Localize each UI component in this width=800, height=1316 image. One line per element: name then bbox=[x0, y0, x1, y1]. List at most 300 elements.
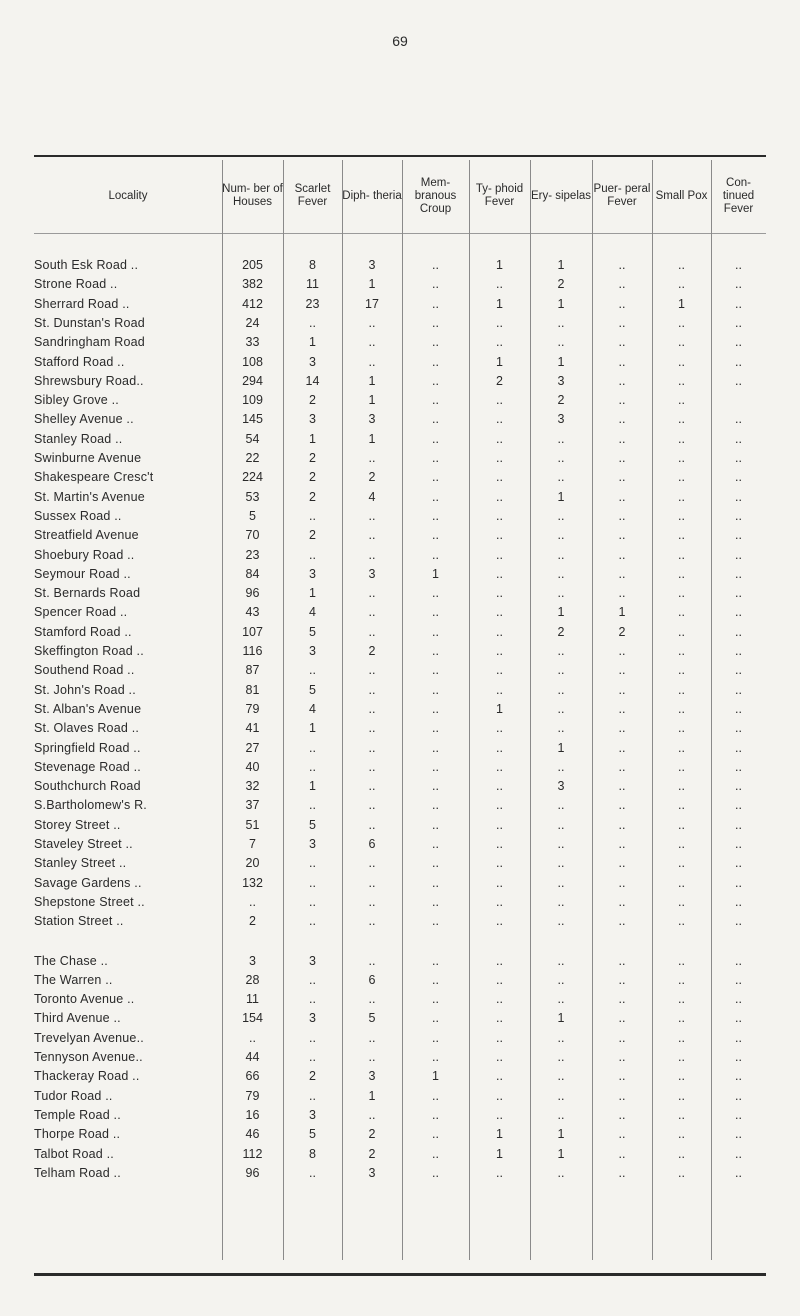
table-cell: .. bbox=[496, 315, 503, 330]
table-cell: .. bbox=[678, 393, 685, 408]
table-cell: .. bbox=[432, 856, 439, 871]
table-cell: .. bbox=[735, 1088, 742, 1103]
table-cell: .. bbox=[557, 682, 565, 697]
table-cell: 17 bbox=[365, 296, 379, 311]
table-row bbox=[0, 335, 800, 355]
table-cell: 145 bbox=[242, 412, 263, 427]
table-cell: .. bbox=[557, 798, 565, 813]
table-cell: 2 bbox=[557, 393, 565, 408]
table-cell: .. bbox=[496, 1050, 503, 1064]
table-cell: .. bbox=[678, 798, 685, 813]
table-cell: .. bbox=[678, 373, 685, 388]
locality-name: S.Bartholomew's R. bbox=[34, 798, 147, 813]
table-cell: 6 bbox=[368, 972, 376, 987]
table-cell: .. bbox=[368, 894, 376, 909]
table-cell: .. bbox=[735, 894, 742, 909]
table-cell: .. bbox=[432, 894, 439, 909]
table-cell: .. bbox=[496, 470, 503, 485]
column-header: Con- tinued Fever bbox=[722, 176, 755, 215]
locality-name: Shakespeare Cresc't bbox=[34, 470, 154, 485]
table-cell: 27 bbox=[245, 740, 260, 755]
table-cell: 2 bbox=[557, 624, 565, 639]
table-cell: .. bbox=[678, 663, 685, 678]
table-cell: .. bbox=[432, 528, 439, 543]
table-cell: .. bbox=[735, 1146, 742, 1161]
table-cell: .. bbox=[496, 759, 503, 774]
locality-name: Talbot Road .. bbox=[34, 1146, 114, 1161]
table-cell: .. bbox=[618, 277, 626, 292]
table-cell: 3 bbox=[368, 1069, 376, 1084]
table-cell: .. bbox=[309, 856, 316, 871]
table-cell: 11 bbox=[306, 277, 319, 292]
table-cell: 2 bbox=[368, 470, 376, 485]
table-row bbox=[0, 1166, 800, 1186]
table-cell: .. bbox=[496, 624, 503, 639]
table-cell: .. bbox=[432, 875, 439, 890]
table-cell: 5 bbox=[309, 1127, 316, 1142]
table-cell: .. bbox=[735, 914, 742, 929]
table-cell: 79 bbox=[245, 701, 260, 716]
table-cell: .. bbox=[496, 682, 503, 697]
table-cell: .. bbox=[432, 992, 439, 1007]
table-cell: .. bbox=[496, 393, 503, 408]
table-cell: .. bbox=[368, 1030, 376, 1045]
header-rule bbox=[34, 233, 766, 234]
table-cell: .. bbox=[618, 547, 626, 562]
table-cell: .. bbox=[368, 992, 376, 1007]
table-cell: .. bbox=[368, 759, 376, 774]
table-cell: .. bbox=[678, 605, 685, 620]
table-cell: .. bbox=[557, 663, 565, 678]
table-cell: .. bbox=[618, 856, 626, 871]
table-row bbox=[0, 586, 800, 606]
table-cell: .. bbox=[309, 894, 316, 909]
table-cell: .. bbox=[557, 1050, 565, 1064]
table-cell: .. bbox=[735, 566, 742, 581]
table-cell: .. bbox=[618, 373, 626, 388]
table-cell: 1 bbox=[368, 393, 376, 408]
table-cell: 2 bbox=[368, 644, 376, 658]
table-cell: 4 bbox=[309, 605, 316, 620]
locality-name: Stanley Street .. bbox=[34, 856, 127, 871]
table-cell: .. bbox=[309, 740, 316, 755]
table-row bbox=[0, 412, 800, 432]
locality-name: Tennyson Avenue.. bbox=[34, 1050, 143, 1064]
table-row bbox=[0, 277, 800, 297]
table-cell: .. bbox=[735, 335, 742, 350]
table-row bbox=[0, 490, 800, 510]
table-cell: .. bbox=[618, 837, 626, 851]
table-cell: .. bbox=[618, 1165, 626, 1180]
table-cell: .. bbox=[557, 856, 565, 871]
table-cell: .. bbox=[678, 277, 685, 292]
table-cell: .. bbox=[678, 412, 685, 427]
table-cell: .. bbox=[496, 1165, 503, 1180]
table-cell: 1 bbox=[309, 335, 316, 350]
column-header: Small Pox bbox=[655, 189, 708, 202]
table-cell: .. bbox=[557, 431, 565, 446]
table-cell: .. bbox=[557, 721, 565, 736]
table-cell: .. bbox=[678, 1127, 685, 1142]
table-cell: .. bbox=[496, 547, 503, 562]
locality-name: Telham Road .. bbox=[34, 1165, 121, 1180]
table-cell: .. bbox=[432, 393, 439, 408]
table-cell: .. bbox=[432, 721, 439, 736]
table-cell: 154 bbox=[242, 1011, 263, 1026]
table-cell: .. bbox=[368, 547, 376, 562]
table-cell: 1 bbox=[496, 1146, 503, 1161]
table-row bbox=[0, 258, 800, 278]
table-cell: 1 bbox=[496, 701, 503, 716]
table-cell: 84 bbox=[245, 566, 260, 581]
table-cell: .. bbox=[432, 914, 439, 929]
locality-name: South Esk Road .. bbox=[34, 258, 139, 272]
table-cell: 2 bbox=[496, 373, 503, 388]
table-cell: .. bbox=[618, 1146, 626, 1161]
table-cell: .. bbox=[557, 914, 565, 929]
table-cell: 3 bbox=[309, 953, 316, 968]
table-cell: 1 bbox=[618, 605, 626, 620]
table-cell: .. bbox=[368, 451, 376, 465]
table-cell: .. bbox=[678, 701, 685, 716]
table-cell: .. bbox=[368, 817, 376, 832]
table-cell: 3 bbox=[557, 373, 565, 388]
table-cell: .. bbox=[432, 489, 439, 504]
table-cell: .. bbox=[496, 605, 503, 620]
table-cell: 14 bbox=[305, 373, 320, 388]
table-cell: .. bbox=[432, 663, 439, 678]
table-row bbox=[0, 992, 800, 1012]
table-cell: .. bbox=[432, 644, 439, 658]
table-cell: 2 bbox=[368, 1146, 376, 1161]
table-cell: .. bbox=[557, 1107, 565, 1122]
table-cell: 3 bbox=[309, 566, 316, 581]
table-cell: 1 bbox=[309, 431, 316, 446]
table-cell: 2 bbox=[309, 1069, 316, 1084]
table-cell: 5 bbox=[309, 817, 316, 832]
table-cell: .. bbox=[678, 1030, 685, 1045]
table-cell: .. bbox=[678, 914, 685, 929]
table-cell: 1 bbox=[557, 258, 565, 272]
table-cell: .. bbox=[618, 798, 626, 813]
table-cell: .. bbox=[557, 335, 565, 350]
table-cell: .. bbox=[368, 701, 376, 716]
locality-name: Streatfield Avenue bbox=[34, 528, 139, 543]
table-cell: .. bbox=[496, 837, 503, 851]
table-cell: .. bbox=[735, 624, 742, 639]
table-cell: 294 bbox=[242, 373, 263, 388]
table-cell: .. bbox=[618, 451, 626, 465]
table-cell: 3 bbox=[309, 1107, 316, 1122]
table-cell: .. bbox=[496, 566, 503, 581]
table-cell: .. bbox=[678, 721, 685, 736]
table-cell: 1 bbox=[557, 489, 565, 504]
table-cell: .. bbox=[735, 277, 742, 292]
table-cell: .. bbox=[432, 586, 439, 601]
table-cell: .. bbox=[618, 1127, 626, 1142]
table-cell: .. bbox=[432, 547, 439, 562]
table-cell: .. bbox=[678, 1107, 685, 1122]
column-header: Ty- phoid Fever bbox=[475, 183, 524, 208]
table-cell: .. bbox=[432, 701, 439, 716]
table-cell: .. bbox=[496, 508, 503, 523]
table-cell: .. bbox=[678, 547, 685, 562]
table-row bbox=[0, 973, 800, 993]
table-cell: .. bbox=[368, 740, 376, 755]
table-cell: 22 bbox=[245, 451, 260, 465]
table-row bbox=[0, 837, 800, 857]
table-cell: .. bbox=[432, 258, 439, 272]
table-cell: .. bbox=[496, 992, 503, 1007]
table-cell: .. bbox=[735, 489, 742, 504]
table-row bbox=[0, 548, 800, 568]
locality-name: Spencer Road .. bbox=[34, 605, 128, 620]
table-cell: .. bbox=[368, 605, 376, 620]
table-cell: .. bbox=[735, 992, 742, 1007]
table-row bbox=[0, 702, 800, 722]
table-cell: .. bbox=[496, 721, 503, 736]
table-cell: .. bbox=[432, 431, 439, 446]
table-cell: .. bbox=[309, 1030, 316, 1045]
table-cell: .. bbox=[432, 412, 439, 427]
table-cell: 1 bbox=[368, 277, 376, 292]
table-cell: .. bbox=[309, 547, 316, 562]
table-cell: 224 bbox=[242, 470, 263, 485]
table-cell: .. bbox=[735, 412, 742, 427]
table-cell: .. bbox=[618, 258, 626, 272]
table-row bbox=[0, 721, 800, 741]
table-cell: .. bbox=[496, 798, 503, 813]
table-cell: 37 bbox=[245, 798, 260, 813]
table-cell: .. bbox=[618, 740, 626, 755]
table-cell: .. bbox=[432, 1107, 439, 1122]
table-cell: 8 bbox=[309, 1146, 316, 1161]
table-row bbox=[0, 1108, 800, 1128]
table-cell: .. bbox=[432, 1088, 439, 1103]
table-cell: .. bbox=[557, 817, 565, 832]
table-row bbox=[0, 818, 800, 838]
table-row bbox=[0, 1011, 800, 1031]
table-cell: .. bbox=[368, 663, 376, 678]
locality-name: Third Avenue .. bbox=[34, 1011, 121, 1026]
table-cell: .. bbox=[496, 663, 503, 678]
table-cell: .. bbox=[618, 759, 626, 774]
table-cell: .. bbox=[735, 605, 742, 620]
table-cell: .. bbox=[678, 682, 685, 697]
table-cell: .. bbox=[496, 528, 503, 543]
locality-name: Stanley Road .. bbox=[34, 431, 123, 446]
table-row bbox=[0, 1127, 800, 1147]
table-cell: .. bbox=[496, 894, 503, 909]
table-cell: .. bbox=[496, 489, 503, 504]
table-cell: .. bbox=[735, 315, 742, 330]
locality-name: Stevenage Road .. bbox=[34, 759, 141, 774]
locality-name: Storey Street .. bbox=[34, 817, 121, 832]
table-cell: 108 bbox=[242, 354, 263, 369]
table-cell: 3 bbox=[368, 1165, 376, 1180]
table-cell: .. bbox=[618, 644, 626, 658]
table-cell: 32 bbox=[245, 779, 260, 794]
table-cell: .. bbox=[618, 972, 626, 987]
table-cell: 3 bbox=[309, 412, 316, 427]
table-cell: 79 bbox=[245, 1088, 260, 1103]
table-cell: 2 bbox=[309, 528, 316, 543]
table-cell: .. bbox=[432, 315, 439, 330]
locality-name: Station Street .. bbox=[34, 914, 124, 929]
table-cell: .. bbox=[678, 875, 685, 890]
table-cell: .. bbox=[432, 335, 439, 350]
table-row bbox=[0, 644, 800, 664]
table-cell: .. bbox=[368, 508, 376, 523]
table-cell: 2 bbox=[309, 451, 316, 465]
table-cell: 4 bbox=[368, 489, 376, 504]
table-cell: .. bbox=[368, 914, 376, 929]
table-cell: .. bbox=[432, 451, 439, 465]
column-header: Mem- branous Croup bbox=[414, 176, 457, 215]
table-cell: 24 bbox=[245, 315, 260, 330]
table-cell: .. bbox=[735, 258, 742, 272]
table-cell: .. bbox=[496, 856, 503, 871]
table-cell: .. bbox=[618, 508, 626, 523]
table-cell: .. bbox=[735, 1050, 742, 1064]
table-cell: .. bbox=[678, 335, 685, 350]
table-cell: .. bbox=[496, 875, 503, 890]
table-cell: .. bbox=[309, 1165, 316, 1180]
table-row bbox=[0, 1089, 800, 1109]
table-cell: .. bbox=[618, 992, 626, 1007]
table-cell: .. bbox=[249, 1030, 256, 1045]
table-cell: 2 bbox=[249, 914, 256, 929]
table-cell: 66 bbox=[245, 1069, 260, 1084]
table-row bbox=[0, 1031, 800, 1051]
table-cell: .. bbox=[432, 1165, 439, 1180]
table-cell: .. bbox=[618, 701, 626, 716]
table-cell: .. bbox=[618, 953, 626, 968]
table-cell: 8 bbox=[309, 258, 316, 272]
locality-name: Sandringham Road bbox=[34, 335, 145, 350]
table-cell: 2 bbox=[309, 470, 316, 485]
table-cell: .. bbox=[432, 1011, 439, 1026]
table-row bbox=[0, 470, 800, 490]
table-cell: .. bbox=[557, 953, 565, 968]
table-cell: .. bbox=[735, 837, 742, 851]
table-cell: 1 bbox=[557, 740, 565, 755]
table-cell: .. bbox=[678, 1069, 685, 1084]
table-cell: .. bbox=[368, 315, 376, 330]
table-cell: .. bbox=[618, 875, 626, 890]
table-cell: .. bbox=[618, 354, 626, 369]
table-cell: .. bbox=[496, 412, 503, 427]
table-cell: .. bbox=[618, 894, 626, 909]
table-cell: .. bbox=[368, 798, 376, 813]
table-cell: 1 bbox=[678, 296, 685, 311]
table-cell: .. bbox=[678, 508, 685, 523]
table-cell: .. bbox=[678, 953, 685, 968]
table-cell: .. bbox=[368, 528, 376, 543]
table-cell: .. bbox=[432, 837, 439, 851]
table-cell: .. bbox=[557, 528, 565, 543]
table-cell: .. bbox=[735, 682, 742, 697]
table-cell: .. bbox=[496, 644, 503, 658]
table-cell: .. bbox=[618, 335, 626, 350]
table-cell: 1 bbox=[309, 721, 316, 736]
table-cell: .. bbox=[557, 644, 565, 658]
table-cell: 1 bbox=[496, 1127, 503, 1142]
table-cell: .. bbox=[678, 779, 685, 794]
table-cell: .. bbox=[309, 992, 316, 1007]
table-cell: .. bbox=[432, 373, 439, 388]
table-cell: .. bbox=[735, 1069, 742, 1084]
table-cell: 20 bbox=[245, 856, 260, 871]
table-row bbox=[0, 374, 800, 394]
table-cell: .. bbox=[618, 586, 626, 601]
locality-name: St. Alban's Avenue bbox=[34, 701, 142, 716]
table-cell: 116 bbox=[242, 644, 263, 658]
table-cell: 6 bbox=[368, 837, 376, 851]
table-cell: .. bbox=[368, 856, 376, 871]
table-cell: .. bbox=[678, 817, 685, 832]
table-row bbox=[0, 567, 800, 587]
table-cell: 5 bbox=[368, 1011, 376, 1026]
table-cell: .. bbox=[735, 1127, 742, 1142]
table-row bbox=[0, 528, 800, 548]
table-row bbox=[0, 355, 800, 375]
table-row bbox=[0, 297, 800, 317]
table-cell: .. bbox=[618, 1011, 626, 1026]
table-cell: 3 bbox=[309, 644, 316, 658]
locality-name: Shrewsbury Road.. bbox=[34, 373, 144, 388]
table-cell: .. bbox=[618, 682, 626, 697]
locality-name: St. Olaves Road .. bbox=[34, 721, 140, 736]
table-cell: .. bbox=[618, 1088, 626, 1103]
table-cell: 96 bbox=[245, 586, 260, 601]
table-cell: 382 bbox=[242, 277, 263, 292]
table-cell: .. bbox=[735, 875, 742, 890]
table-row bbox=[0, 741, 800, 761]
table-cell: .. bbox=[618, 663, 626, 678]
table-row bbox=[0, 760, 800, 780]
table-cell: .. bbox=[678, 470, 685, 485]
table-cell: .. bbox=[557, 875, 565, 890]
table-cell: 3 bbox=[368, 258, 376, 272]
table-cell: .. bbox=[678, 740, 685, 755]
table-cell: .. bbox=[678, 451, 685, 465]
table-cell: .. bbox=[618, 817, 626, 832]
locality-name: St. John's Road .. bbox=[34, 682, 136, 697]
table-cell: .. bbox=[678, 528, 685, 543]
locality-name: Staveley Street .. bbox=[34, 837, 133, 851]
table-cell: .. bbox=[496, 972, 503, 987]
table-cell: 1 bbox=[432, 1069, 439, 1084]
table-cell: .. bbox=[557, 586, 565, 601]
table-cell: .. bbox=[618, 566, 626, 581]
table-cell: .. bbox=[368, 779, 376, 794]
locality-name: Strone Road .. bbox=[34, 277, 118, 292]
locality-name: Stafford Road .. bbox=[34, 354, 125, 369]
table-cell: .. bbox=[735, 470, 742, 485]
locality-name: Savage Gardens .. bbox=[34, 875, 142, 890]
table-cell: .. bbox=[432, 624, 439, 639]
table-cell: .. bbox=[309, 508, 316, 523]
table-cell: .. bbox=[496, 779, 503, 794]
table-cell: .. bbox=[432, 798, 439, 813]
column-header: Locality bbox=[108, 189, 148, 202]
locality-name: Springfield Road .. bbox=[34, 740, 141, 755]
table-row bbox=[0, 663, 800, 683]
table-cell: .. bbox=[557, 451, 565, 465]
locality-name: St. Dunstan's Road bbox=[34, 315, 145, 330]
table-cell: .. bbox=[678, 972, 685, 987]
